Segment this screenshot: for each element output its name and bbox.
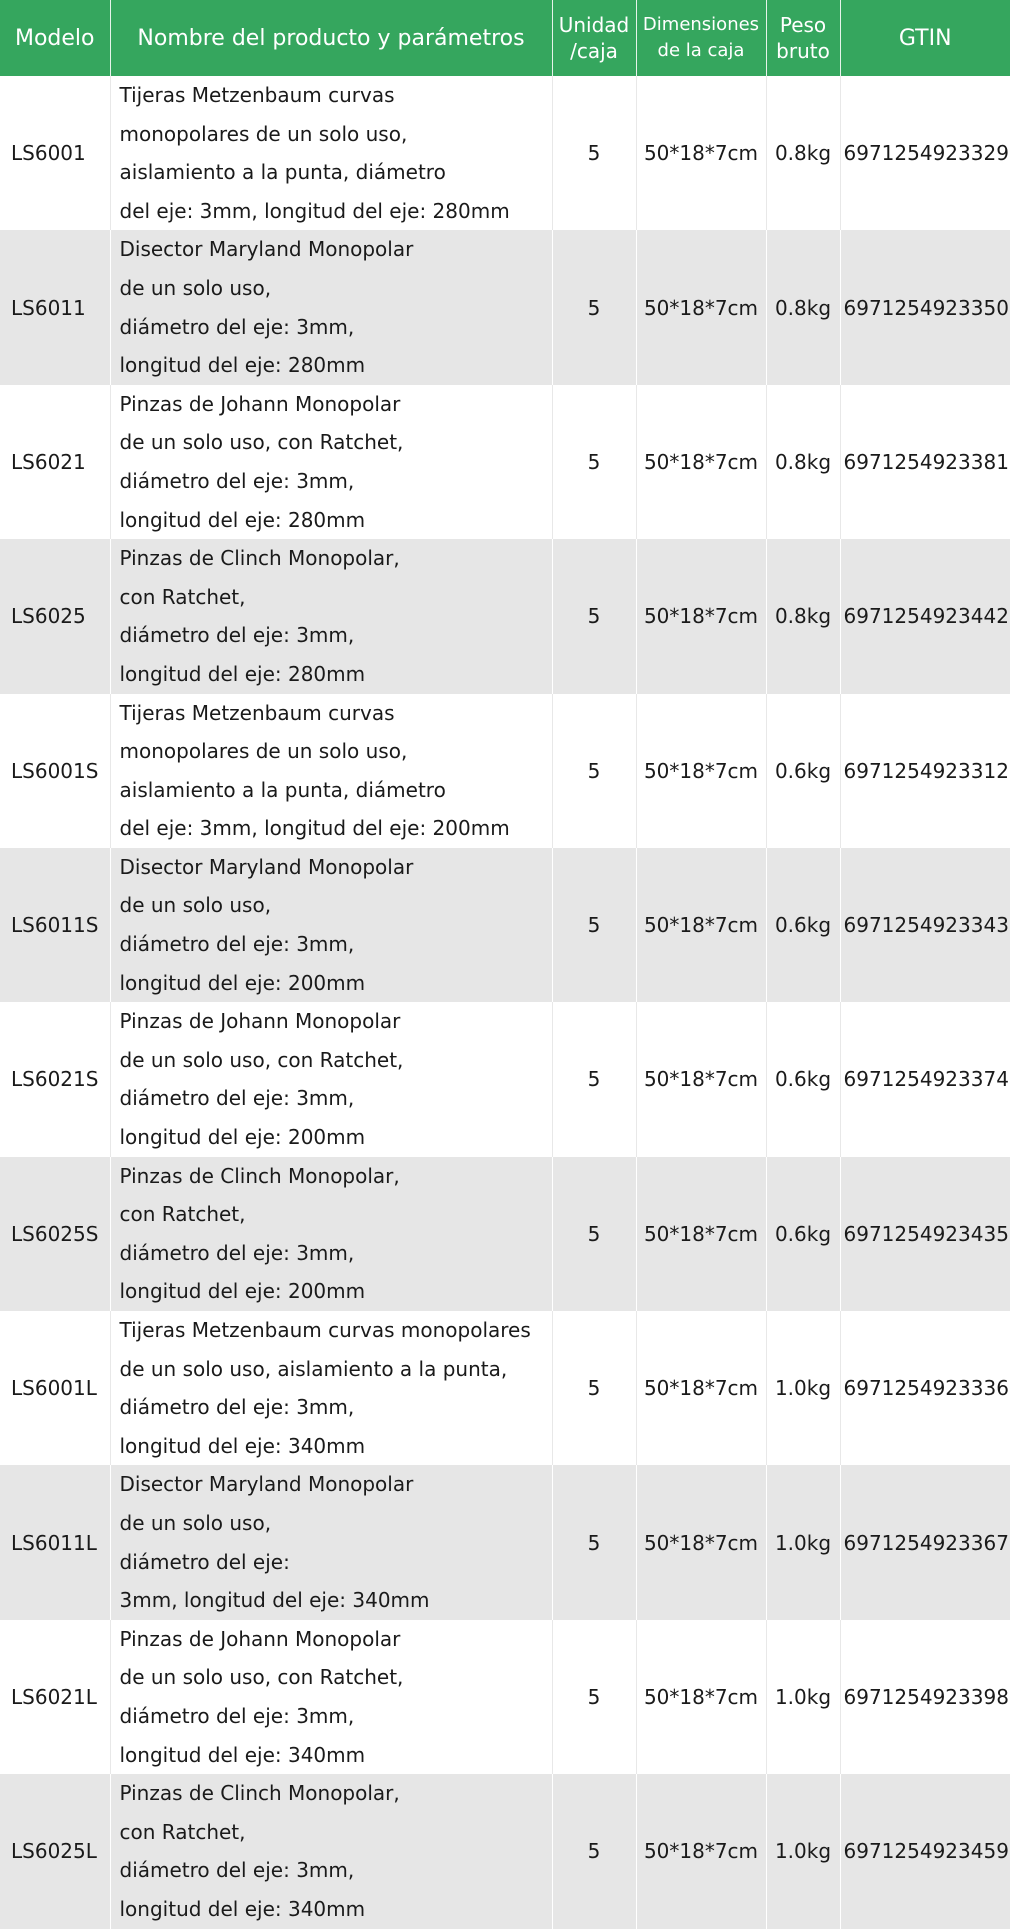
product-name-line: de un solo uso, con Ratchet,	[119, 1047, 404, 1072]
table-row	[0, 1620, 1010, 1774]
cell-box-dimensions: 50*18*7cm	[636, 539, 766, 693]
product-name-line: diámetro del eje: 3mm,	[119, 1086, 355, 1111]
cell-gross-weight: 0.6kg	[766, 694, 840, 848]
cell-box-dimensions: 50*18*7cm	[636, 385, 766, 539]
cell-box-dimensions: 50*18*7cm	[636, 1002, 766, 1156]
product-name-line: Pinzas de Clinch Monopolar,	[119, 1781, 400, 1806]
product-name-line: diámetro del eje: 3mm,	[119, 1240, 355, 1265]
product-name-line: con Ratchet,	[119, 1819, 246, 1844]
product-name-line: monopolares de un solo uso,	[119, 739, 408, 764]
product-name-line: de un solo uso, aislamiento a la punta,	[119, 1356, 508, 1381]
cell-gross-weight: 0.8kg	[766, 76, 840, 230]
product-name-line: Pinzas de Clinch Monopolar,	[119, 546, 400, 571]
product-name-line: aislamiento a la punta, diámetro	[119, 160, 446, 185]
cell-gross-weight: 1.0kg	[766, 1774, 840, 1928]
product-name-line: Tijeras Metzenbaum curvas monopolares	[119, 1318, 531, 1342]
product-name-line: aislamiento a la punta, diámetro	[119, 777, 446, 802]
cell-product-name	[110, 848, 552, 1002]
product-name-line: de un solo uso,	[119, 1510, 272, 1535]
product-name-line: Disector Maryland Monopolar	[119, 854, 414, 879]
cell-product-name	[110, 539, 552, 693]
product-name-line: diámetro del eje: 3mm,	[119, 1395, 355, 1420]
product-name-line: diámetro del eje: 3mm,	[119, 932, 355, 957]
cell-model: LS6001L	[0, 1311, 110, 1465]
header-row	[0, 0, 1010, 76]
table-row	[0, 1002, 1010, 1156]
cell-product-name	[110, 1311, 552, 1465]
product-name-line: del eje: 3mm, longitud del eje: 200mm	[119, 816, 510, 841]
table-row	[0, 230, 1010, 384]
cell-gtin: 6971254923442	[840, 539, 1010, 693]
cell-product-name	[110, 1002, 552, 1156]
product-name-line: Pinzas de Johann Monopolar	[119, 1626, 401, 1651]
cell-units-per-box: 5	[552, 694, 636, 848]
cell-model: LS6025L	[0, 1774, 110, 1928]
cell-product-name	[110, 76, 552, 230]
cell-box-dimensions: 50*18*7cm	[636, 76, 766, 230]
header-box-dimensions: Dimensiones de la caja	[636, 0, 766, 76]
table-row	[0, 1157, 1010, 1311]
cell-units-per-box: 5	[552, 1157, 636, 1311]
product-name-line: Tijeras Metzenbaum curvas	[119, 700, 395, 725]
cell-gross-weight: 0.8kg	[766, 385, 840, 539]
cell-model: LS6025S	[0, 1157, 110, 1311]
cell-model: LS6011L	[0, 1465, 110, 1619]
cell-units-per-box: 5	[552, 1774, 636, 1928]
table-row	[0, 539, 1010, 693]
product-name-line: longitud del eje: 280mm	[119, 353, 366, 378]
cell-box-dimensions: 50*18*7cm	[636, 1774, 766, 1928]
product-name-line: del eje: 3mm, longitud del eje: 280mm	[119, 198, 510, 223]
cell-gtin: 6971254923343	[840, 848, 1010, 1002]
header-gross-weight: Peso bruto	[766, 0, 840, 76]
cell-model: LS6011S	[0, 848, 110, 1002]
cell-gtin: 6971254923374	[840, 1002, 1010, 1156]
cell-units-per-box: 5	[552, 1002, 636, 1156]
cell-gtin: 6971254923350	[840, 230, 1010, 384]
cell-model: LS6025	[0, 539, 110, 693]
cell-gross-weight: 0.6kg	[766, 1157, 840, 1311]
cell-box-dimensions: 50*18*7cm	[636, 1311, 766, 1465]
cell-product-name	[110, 1157, 552, 1311]
cell-product-name	[110, 230, 552, 384]
cell-product-name	[110, 1465, 552, 1619]
table-row	[0, 1774, 1010, 1928]
product-name-line: longitud del eje: 340mm	[119, 1433, 366, 1458]
cell-box-dimensions: 50*18*7cm	[636, 1620, 766, 1774]
product-name-line: diámetro del eje: 3mm,	[119, 468, 355, 493]
cell-box-dimensions: 50*18*7cm	[636, 848, 766, 1002]
cell-units-per-box: 5	[552, 539, 636, 693]
table-row	[0, 1465, 1010, 1619]
product-name-line: de un solo uso, con Ratchet,	[119, 430, 404, 455]
cell-units-per-box: 5	[552, 230, 636, 384]
cell-gtin: 6971254923435	[840, 1157, 1010, 1311]
table-row	[0, 385, 1010, 539]
product-name-line: longitud del eje: 280mm	[119, 661, 366, 686]
product-name-line: longitud del eje: 200mm	[119, 1125, 366, 1150]
cell-product-name	[110, 694, 552, 848]
cell-box-dimensions: 50*18*7cm	[636, 1157, 766, 1311]
cell-units-per-box: 5	[552, 1620, 636, 1774]
cell-units-per-box: 5	[552, 1311, 636, 1465]
table-row	[0, 848, 1010, 1002]
cell-gross-weight: 1.0kg	[766, 1620, 840, 1774]
table-row	[0, 76, 1010, 230]
cell-gtin: 6971254923329	[840, 76, 1010, 230]
cell-gross-weight: 1.0kg	[766, 1465, 840, 1619]
cell-gtin: 6971254923312	[840, 694, 1010, 848]
product-name-line: Pinzas de Johann Monopolar	[119, 391, 401, 416]
product-name-line: longitud del eje: 340mm	[119, 1896, 366, 1921]
product-name-line: Disector Maryland Monopolar	[119, 1472, 414, 1497]
cell-box-dimensions: 50*18*7cm	[636, 230, 766, 384]
cell-units-per-box: 5	[552, 76, 636, 230]
cell-units-per-box: 5	[552, 848, 636, 1002]
product-name-line: Tijeras Metzenbaum curvas	[119, 83, 395, 107]
product-name-line: diámetro del eje: 3mm,	[119, 623, 355, 648]
cell-gtin: 6971254923459	[840, 1774, 1010, 1928]
product-name-line: diámetro del eje: 3mm,	[119, 1703, 355, 1728]
product-name-line: longitud del eje: 200mm	[119, 970, 366, 995]
product-name-line: 3mm, longitud del eje: 340mm	[119, 1588, 430, 1613]
product-name-line: de un solo uso, con Ratchet,	[119, 1665, 404, 1690]
cell-product-name	[110, 1774, 552, 1928]
cell-gross-weight: 0.6kg	[766, 848, 840, 1002]
cell-model: LS6021	[0, 385, 110, 539]
product-name-line: monopolares de un solo uso,	[119, 121, 408, 146]
header-units-per-box: Unidad /caja	[552, 0, 636, 76]
cell-model: LS6021S	[0, 1002, 110, 1156]
cell-product-name	[110, 1620, 552, 1774]
cell-model: LS6001S	[0, 694, 110, 848]
cell-box-dimensions: 50*18*7cm	[636, 1465, 766, 1619]
cell-model: LS6011	[0, 230, 110, 384]
product-name-line: Pinzas de Clinch Monopolar,	[119, 1163, 400, 1188]
cell-gtin: 6971254923336	[840, 1311, 1010, 1465]
header-product-name: Nombre del producto y parámetros	[110, 0, 552, 76]
table-row	[0, 694, 1010, 848]
product-name-line: longitud del eje: 200mm	[119, 1279, 366, 1304]
cell-gtin: 6971254923381	[840, 385, 1010, 539]
product-name-line: con Ratchet,	[119, 584, 246, 609]
cell-units-per-box: 5	[552, 1465, 636, 1619]
cell-gross-weight: 1.0kg	[766, 1311, 840, 1465]
cell-gtin: 6971254923367	[840, 1465, 1010, 1619]
table-row	[0, 1311, 1010, 1465]
cell-box-dimensions: 50*18*7cm	[636, 694, 766, 848]
product-name-line: diámetro del eje: 3mm,	[119, 314, 355, 339]
product-name-line: con Ratchet,	[119, 1202, 246, 1227]
product-name-line: de un solo uso,	[119, 275, 272, 300]
header-model: Modelo	[0, 0, 110, 76]
product-name-line: diámetro del eje:	[119, 1549, 290, 1574]
cell-units-per-box: 5	[552, 385, 636, 539]
cell-model: LS6001	[0, 76, 110, 230]
product-name-line: Pinzas de Johann Monopolar	[119, 1009, 401, 1034]
cell-model: LS6021L	[0, 1620, 110, 1774]
cell-gtin: 6971254923398	[840, 1620, 1010, 1774]
product-name-line: diámetro del eje: 3mm,	[119, 1858, 355, 1883]
product-name-line: de un solo uso,	[119, 893, 272, 918]
cell-product-name	[110, 385, 552, 539]
cell-gross-weight: 0.8kg	[766, 539, 840, 693]
cell-gross-weight: 0.6kg	[766, 1002, 840, 1156]
product-name-line: Disector Maryland Monopolar	[119, 237, 414, 262]
product-name-line: longitud del eje: 340mm	[119, 1742, 366, 1767]
header-gtin: GTIN	[840, 0, 1010, 76]
cell-gross-weight: 0.8kg	[766, 230, 840, 384]
product-name-line: longitud del eje: 280mm	[119, 507, 366, 532]
